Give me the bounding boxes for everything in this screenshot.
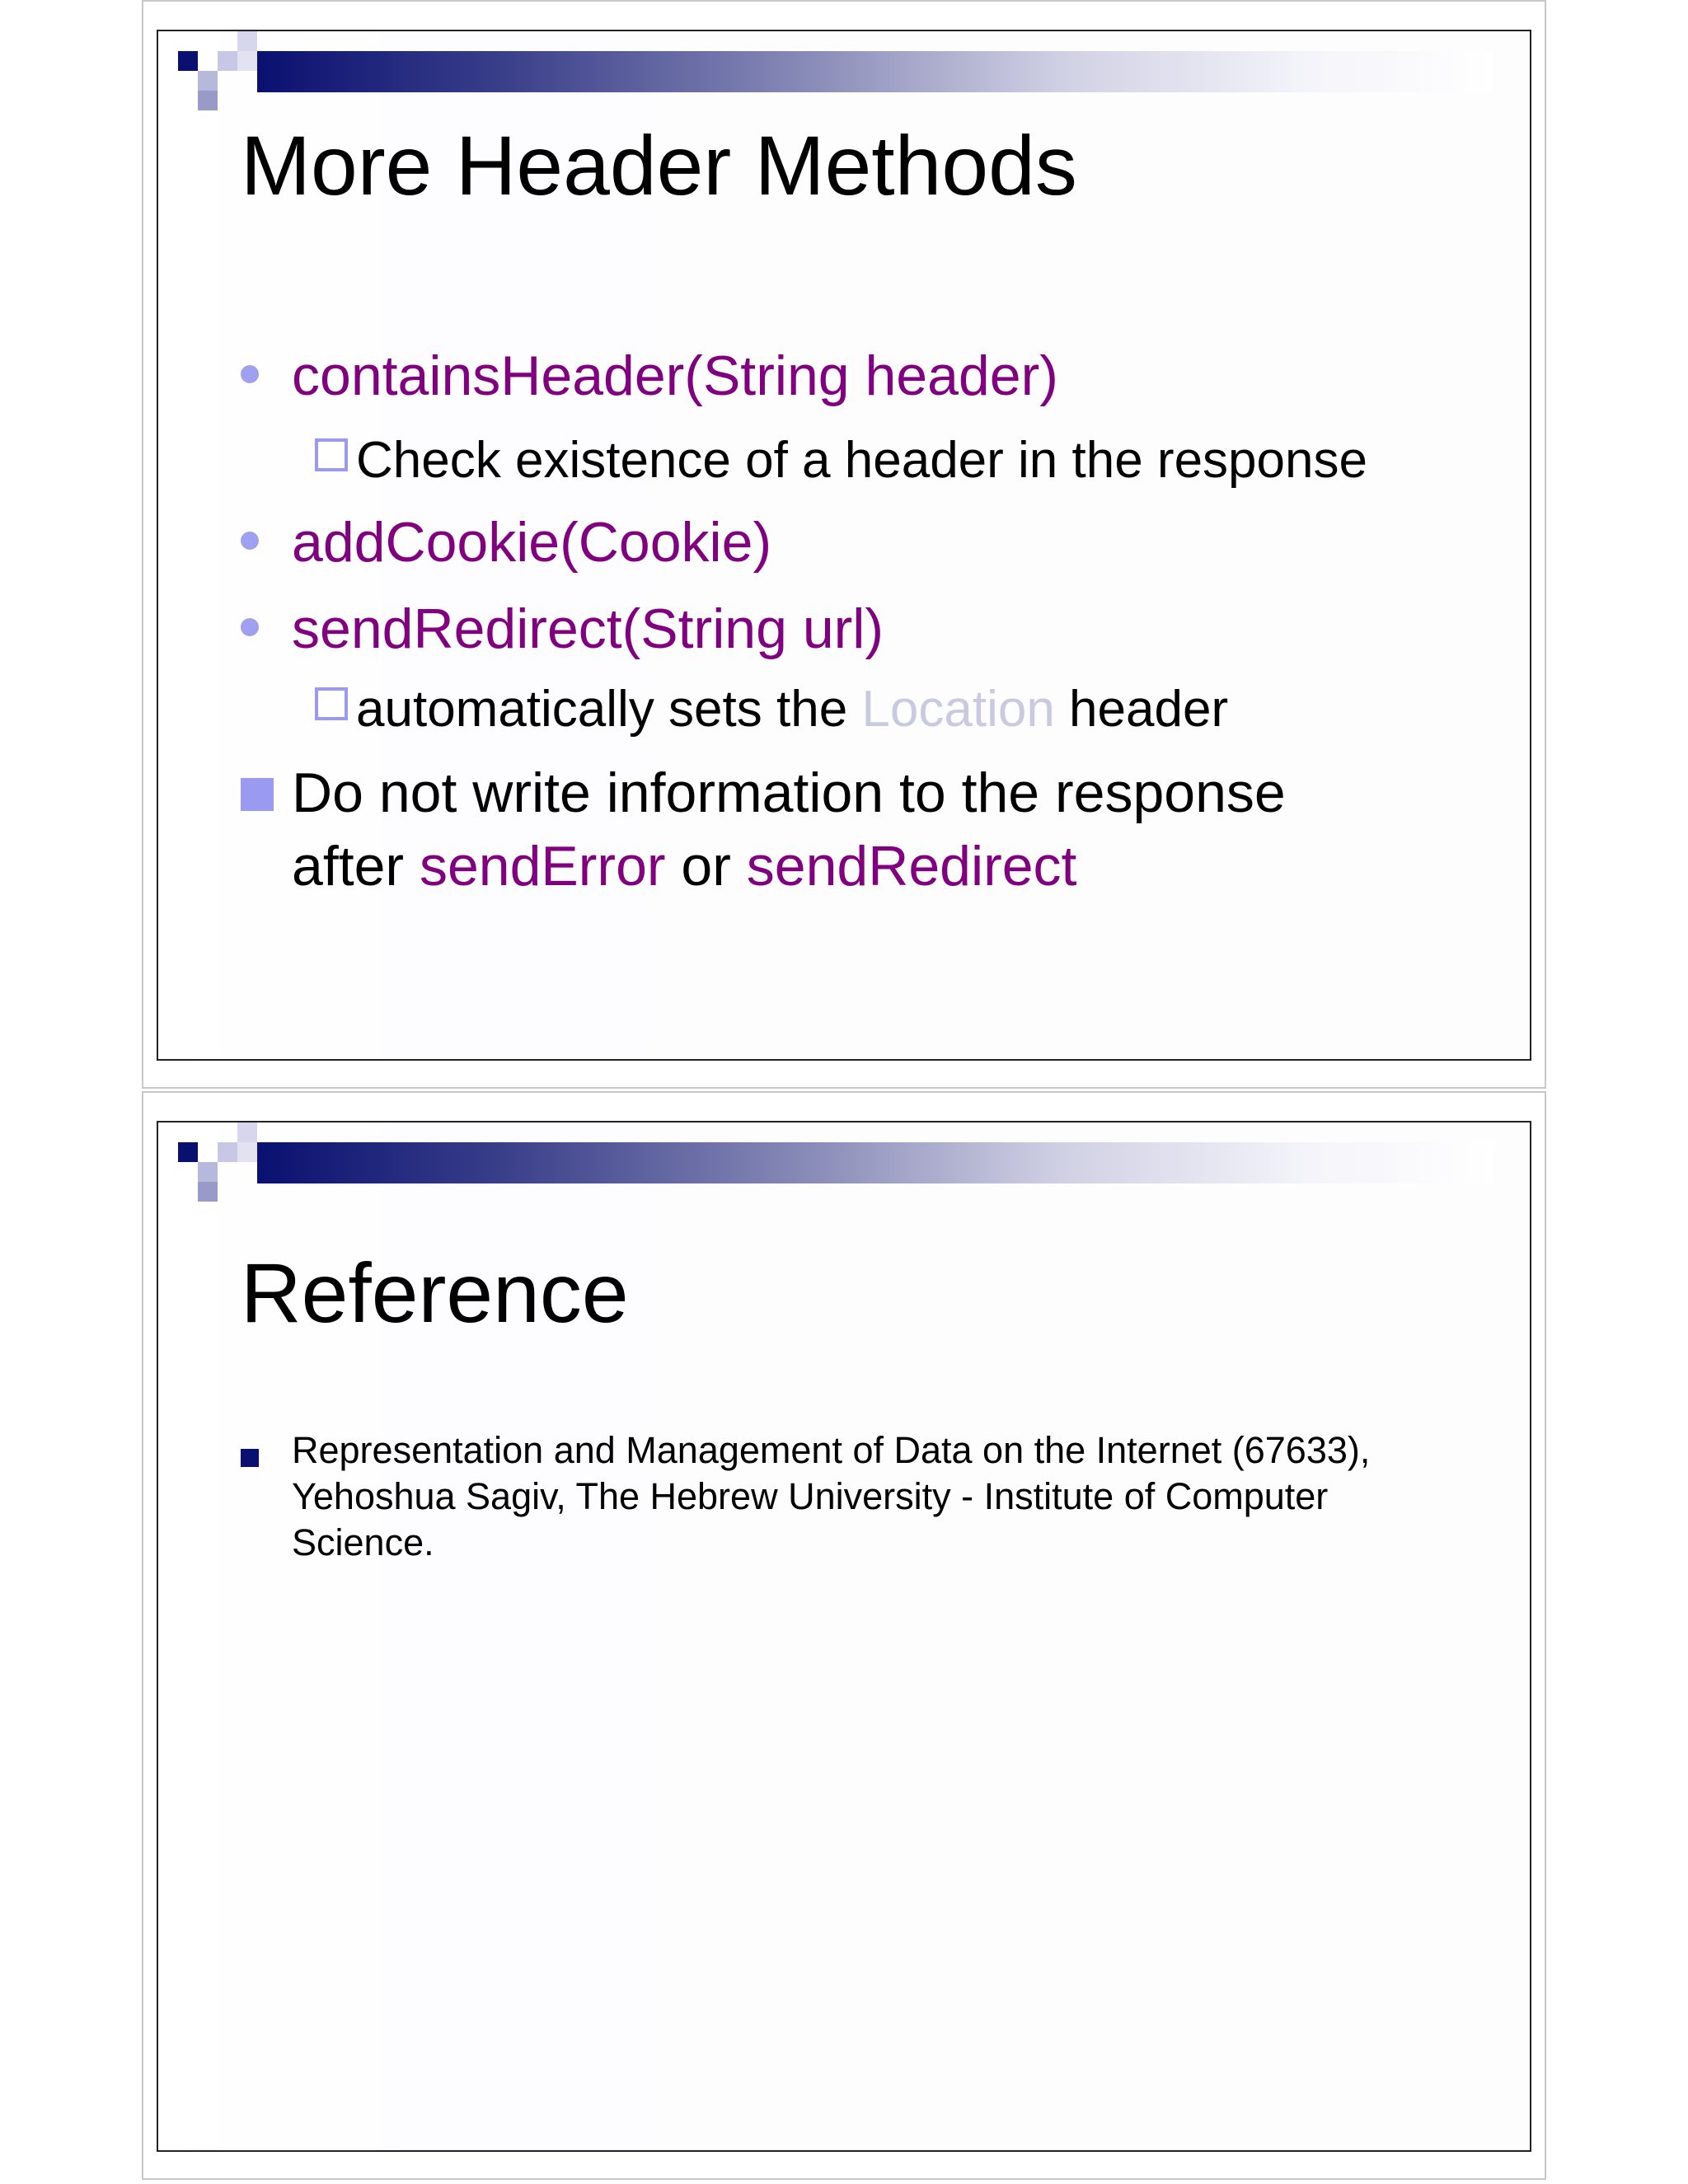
hollow-square-bullet-icon	[315, 687, 348, 720]
square-bullet-icon	[241, 1449, 259, 1467]
list-item-continuation	[292, 835, 1077, 898]
list-item-text: automatically sets the	[356, 681, 862, 738]
header-decor-square	[218, 51, 237, 71]
slide-title: Reference	[241, 1246, 629, 1340]
hollow-square-bullet-icon	[315, 438, 348, 471]
header-decor-square	[178, 51, 198, 71]
round-bullet-icon	[241, 618, 259, 636]
list-item-text: or	[665, 835, 747, 898]
header-decor-square	[198, 1182, 218, 1202]
header-decor-square	[237, 31, 257, 51]
list-item-text: header	[1054, 681, 1229, 738]
header-gradient-bar	[257, 1142, 1493, 1183]
list-item: sendRedirect(String url)	[292, 598, 884, 660]
solid-square-bullet-icon	[241, 778, 274, 811]
list-item-text: after	[292, 835, 420, 898]
round-bullet-icon	[241, 365, 259, 383]
list-item: addCookie(Cookie)	[292, 511, 772, 574]
list-item	[356, 681, 1229, 738]
header-decor-square	[237, 1142, 257, 1162]
code-term: sendError	[419, 835, 666, 898]
header-decor-square	[198, 91, 218, 110]
header-gradient-bar	[257, 51, 1493, 92]
reference-text: Representation and Management of Data on the Internet (67633), Yehoshua Sagiv, The Hebrew University - Institute of Computer Science.	[292, 1429, 1371, 1563]
list-item: containsHeader(String header)	[292, 344, 1058, 407]
header-decor-square	[198, 71, 218, 91]
code-term: sendRedirect	[746, 835, 1077, 898]
header-decor-square	[237, 1122, 257, 1142]
slide-more-header-methods	[157, 30, 1531, 1061]
list-item: Do not write information to the response	[292, 762, 1286, 824]
header-decor-square	[237, 51, 257, 71]
list-item: Check existence of a header in the response	[356, 432, 1367, 489]
header-decor-square	[178, 1142, 198, 1162]
header-decor-square	[198, 1162, 218, 1182]
round-bullet-icon	[241, 532, 259, 550]
code-term: Location	[861, 681, 1055, 738]
slide-title: More Header Methods	[241, 119, 1077, 213]
header-decor-square	[218, 1142, 237, 1162]
slide-reference	[157, 1121, 1531, 2152]
